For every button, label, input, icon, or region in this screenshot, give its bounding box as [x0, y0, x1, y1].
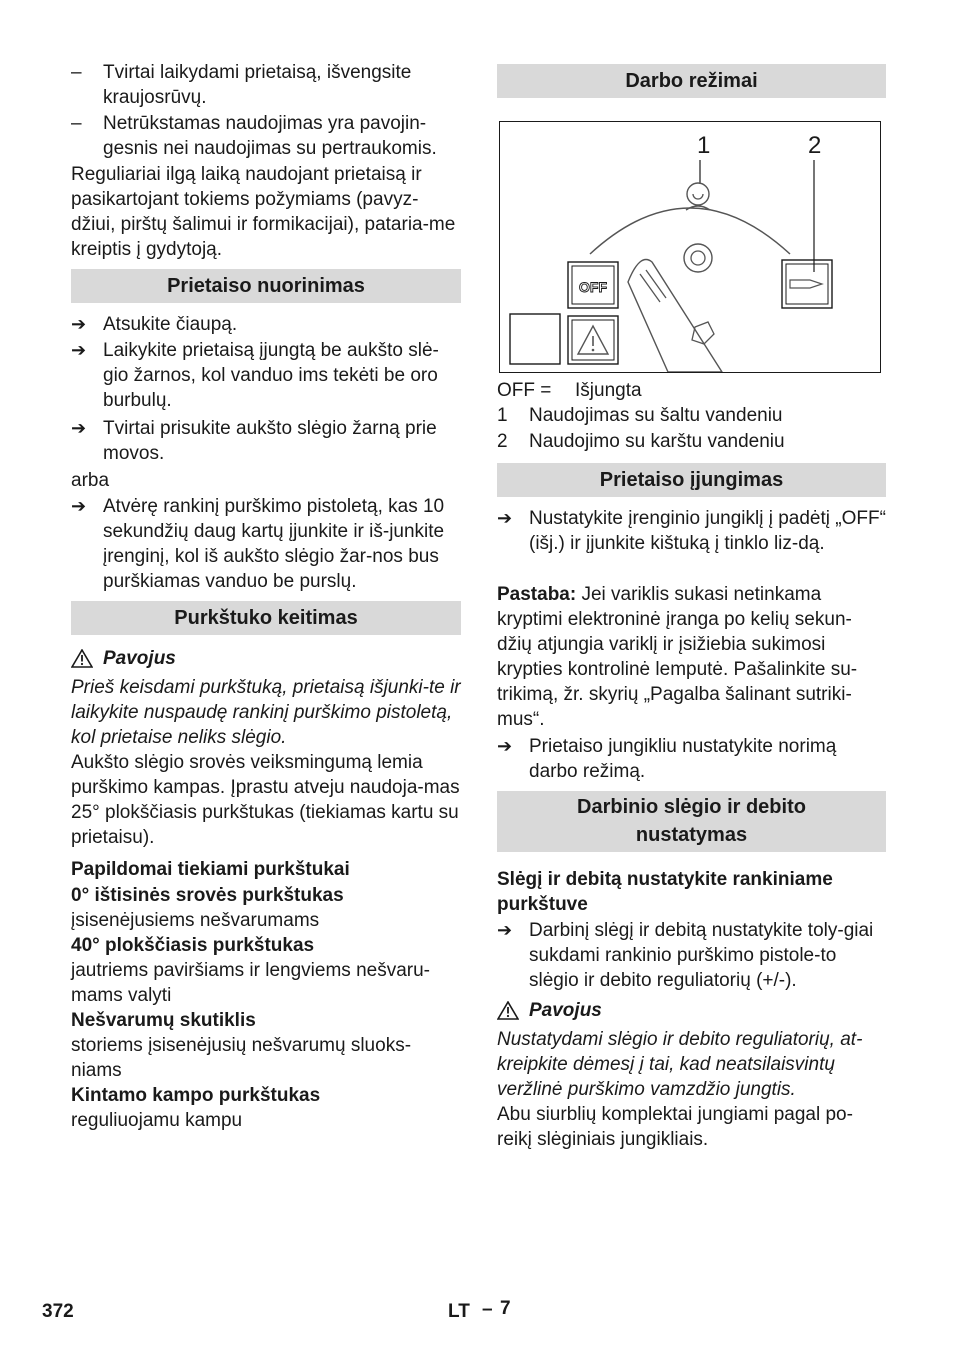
step-run-without-hose [71, 338, 461, 413]
callout-1: 1 [697, 132, 711, 159]
pump-sets-paragraph: Abu siurblių komplektai jungiami pagal po-reikį slėginiais jungikliais. [497, 1104, 853, 1150]
step-text: Atvėrę rankinį purškimo pistoletą, kas 10 sekundžių daug kartų įjunkite ir iš-junkite įrenginį, kol iš aukšto slėgio žar-nos bus purškiamas vanduo be purslų. [103, 496, 445, 592]
warning-text: Nustatydami slėgio ir debito reguliatorių, at-kreipkite dėmesį į tai, kad neatsilaisvintų veržlinė purškimo vamzdžio jungtis. [497, 1029, 863, 1100]
arrow-icon: ➔ [497, 736, 513, 756]
step-text: Nustatykite įrenginio jungiklį į padėtį „OFF“ (išj.) ir įjunkite kištuką į tinklo liz-dą. [529, 508, 886, 554]
legend-value: Išjungta [575, 380, 642, 401]
language-code: LT [448, 1301, 470, 1322]
step-alternative [71, 494, 461, 594]
dash-text: Netrūkstamas naudojimas yra pavojin-gesnis nei naudojimas su pertraukomis. [103, 113, 437, 159]
step-attach-hose [71, 416, 461, 466]
nozzle-name: Kintamo kampo purkštukas [71, 1085, 321, 1106]
nozzle-name: Nešvarumų skutiklis [71, 1010, 256, 1031]
section-heading-switch-on: Prietaiso įjungimas [497, 463, 886, 497]
off-switch-box [568, 262, 618, 308]
extra-nozzles-heading: Papildomai tiekiami purkštukai [71, 859, 350, 880]
step-open-tap [71, 312, 461, 337]
legend-value: Naudojimas su šaltu vandeniu [529, 405, 783, 426]
step-set-switch-off [497, 506, 886, 581]
arrow-icon: ➔ [71, 314, 87, 334]
off-label: OFF [579, 279, 607, 295]
dash-marker: – [71, 113, 82, 134]
selector-knob [628, 260, 722, 373]
step-text: Darbinį slėgį ir debitą nustatykite toly-giai sukdami rankinio purškimo pistole-to slėgio ir debito reguliatorių (+/-). [529, 920, 874, 991]
arrow-icon: ➔ [71, 496, 87, 516]
warning-triangle-icon [497, 1001, 519, 1020]
cold-water-mode-icon [686, 183, 710, 210]
nozzle-desc: storiems įsisenėjusių nešvarumų sluoks-niams [71, 1035, 412, 1081]
legend-value: Naudojimo su karštu vandeniu [529, 431, 785, 452]
warning-label [497, 998, 886, 1023]
warning-label-text: Pavojus [529, 1000, 602, 1021]
nozzle-desc: jautriems paviršiams ir lengviems nešvaru-mams valyti [71, 960, 430, 1006]
mode-switch-diagram [500, 122, 880, 372]
dash-item-2 [71, 111, 461, 161]
footer-dash: – [482, 1299, 493, 1320]
nozzle-name: 0° ištisinės srovės purkštukas [71, 885, 344, 906]
step-text: Prietaiso jungikliu nustatykite norimą darbo režimą. [529, 736, 837, 782]
step-text: Laikykite prietaisą įjungtą be aukšto slė-gio žarnos, kol vanduo ims tekėti be oro burbulų. [103, 340, 439, 411]
note-text: Jei variklis sukasi netinkama kryptimi elektroninė įranga po kelių sekun-džių atjungia variklį ir įsižiebia sukimosi krypties kontrolinė lemputė. Pašalinkite su-trikimą, žr. skyrių „Pagalba šalinant sutriki-mus“. [497, 584, 858, 730]
spray-angle-paragraph: Aukšto slėgio srovės veiksmingumą lemia purškimo kampas. Įprastu atveju naudoja-mas 25° plokščiasis purkštukas (tiekiamas kartu su prietaisu). [71, 752, 460, 848]
nozzle-name: 40° plokščiasis purkštukas [71, 935, 315, 956]
nozzle-desc: įsisenėjusiems nešvarumams [71, 910, 320, 931]
note-paragraph [497, 582, 886, 732]
section-heading-nozzle-change: Purkštuko keitimas [71, 601, 461, 635]
step-text: Atsukite čiaupą. [103, 314, 238, 335]
legend-key: 2 [497, 431, 508, 452]
hot-water-mode-box [782, 260, 832, 308]
step-select-mode [497, 734, 886, 784]
step-adjust-pressure [497, 918, 886, 993]
arrow-icon: ➔ [71, 418, 87, 438]
arrow-icon: ➔ [71, 340, 87, 360]
warning-text: Prieš keisdami purkštuką, prietaisą išjunki-te ir laikykite nuspaudę rankinį purškimo pistoletą, kol prietaise neliks slėgio. [71, 677, 461, 748]
step-text: Tvirtai prisukite aukšto slėgio žarną prie movos. [103, 418, 437, 464]
legend-key: OFF = [497, 380, 552, 401]
intro-paragraph: Reguliariai ilgą laiką naudojant prietaisą ir pasikartojant tokiems požymiams (pavyz-džiui, pirštų šalimui ir formikacijai), pataria-me kreiptis į gydytoją. [71, 164, 456, 260]
warning-label-text: Pavojus [103, 648, 176, 669]
dash-text: Tvirtai laikydami prietaisą, išvengsite kraujosrūvų. [103, 62, 412, 108]
callout-2: 2 [808, 132, 822, 159]
mode-switch-figure [499, 121, 881, 373]
pressure-subheading: Slėgį ir debitą nustatykite rankiniame purkštuve [497, 869, 833, 915]
legend-off [497, 378, 886, 403]
heading-line-1: Darbinio slėgio ir debito [577, 796, 806, 818]
legend-key: 1 [497, 405, 508, 426]
section-heading-operating-modes: Darbo režimai [497, 64, 886, 98]
blank-indicator-box [510, 314, 560, 364]
warning-label [71, 646, 461, 671]
warning-triangle-icon [71, 649, 93, 668]
arrow-icon: ➔ [497, 920, 513, 940]
section-heading-pressure-flow [497, 791, 886, 852]
dash-marker: – [71, 62, 82, 83]
or-text: arba [71, 470, 110, 491]
sub-page-number: 7 [500, 1298, 511, 1319]
note-label: Pastaba: [497, 584, 577, 605]
warning-indicator-box [568, 316, 618, 364]
dash-item-1 [71, 60, 461, 110]
legend-1 [497, 403, 886, 428]
page-number: 372 [42, 1301, 74, 1322]
arrow-icon: ➔ [497, 508, 513, 528]
section-heading-venting: Prietaiso nuorinimas [71, 269, 461, 303]
nozzle-desc: reguliuojamu kampu [71, 1110, 243, 1131]
center-indicator-icon [684, 244, 712, 272]
legend-2 [497, 429, 886, 454]
heading-line-2: nustatymas [635, 824, 748, 846]
